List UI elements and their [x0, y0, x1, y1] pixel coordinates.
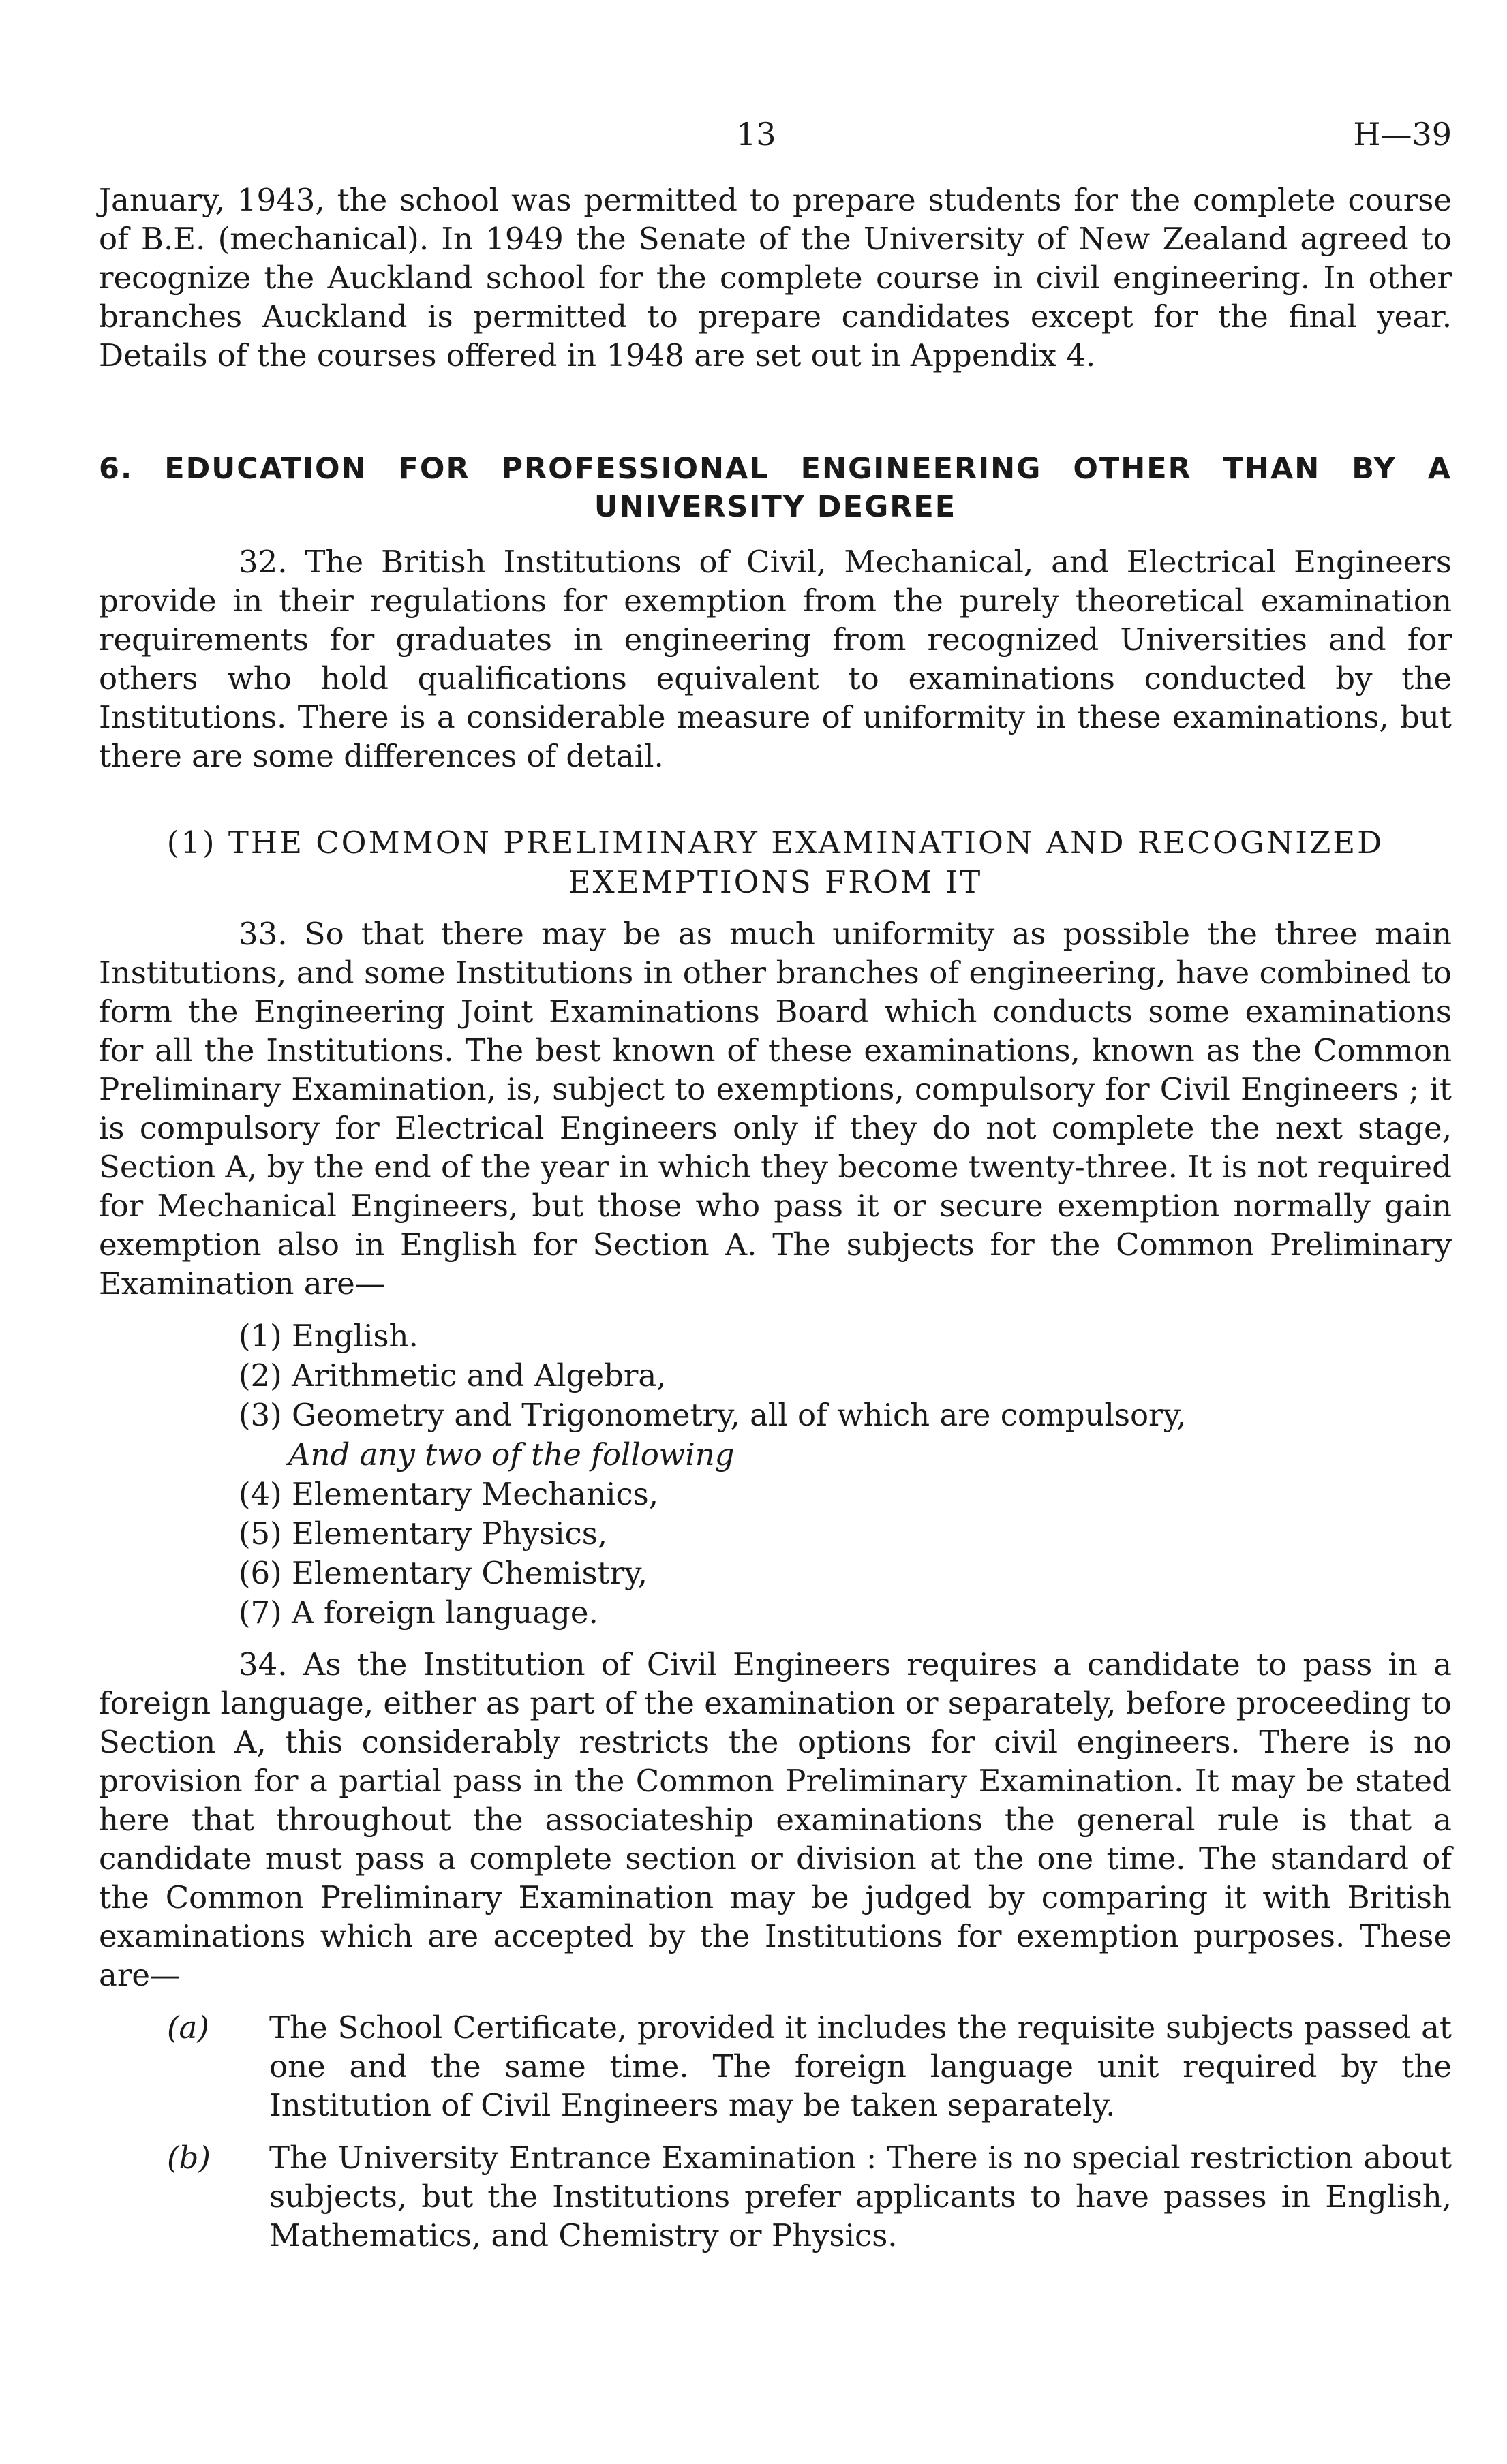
page-body — [99, 181, 1452, 2255]
list-item: (1) English. — [239, 1318, 418, 1354]
section-heading: 6. EDUCATION FOR PROFESSIONAL ENGINEERING OTHER THAN BY A UNIVERSITY DEGREE — [99, 452, 1452, 524]
subjects-list — [99, 1316, 1452, 1633]
list-item: (4) Elementary Mechanics, — [239, 1476, 659, 1512]
paragraph-32: 32. The British Institutions of Civil, Mechanical, and Electrical Engineers provide in their regulations for exemption from the purely theoretical examination requirements for graduates in engineering from recognized Universities and for others who hold qualifications equivalent to examinations conducted by the Institutions. There is a considerable measure of uniformity in these examinations, but there are some differences of detail. — [99, 544, 1452, 774]
list-item: (6) Elementary Chemistry, — [239, 1555, 648, 1591]
list-item: (5) Elementary Physics, — [239, 1515, 608, 1552]
page-header — [99, 116, 1452, 164]
paragraph-continued: January, 1943, the school was permitted to prepare students for the complete course of B.E. (mechanical). In 1949 the Senate of the University of New Zealand agreed to recognize the Auckland school for the complete course in civil engineering. In other branches Auckland is permitted to prepare candidates except for the final year. Details of the courses offered in 1948 are set out in Appendix 4. — [99, 182, 1452, 373]
list-item: (7) A foreign language. — [239, 1595, 598, 1631]
item-label: (a) — [167, 2009, 209, 2046]
subsection-heading: (1) THE COMMON PRELIMINARY EXAMINATION AND RECOGNIZED EXEMPTIONS FROM IT — [166, 825, 1384, 900]
item-text: The School Certificate, provided it includes the requisite subjects passed at one and the same time. The foreign language unit required by the Institution of Civil Engineers may be taken separately. — [269, 2009, 1452, 2123]
list-item: (2) Arithmetic and Algebra, — [239, 1357, 667, 1393]
list-item: (3) Geometry and Trigonometry, all of which are compulsory, — [239, 1397, 1187, 1433]
paragraph-34: 34. As the Institution of Civil Engineers requires a candidate to pass in a foreign language, either as part of the examination or separately, before proceeding to Section A, this considerably restricts the options for civil engineers. There is no provision for a partial pass in the Common Preliminary Examination. It may be stated here that throughout the associateship examinations the general rule is that a candidate must pass a complete section or division at the one time. The standard of the Common Preliminary Examination may be judged by comparing it with British examinations which are accepted by the Institutions for exemption purposes. These are— — [99, 1646, 1452, 1993]
list-subheading: And any two of the following — [288, 1436, 735, 1473]
exemption-item-b — [99, 2138, 1452, 2255]
page-number: 13 — [736, 116, 776, 153]
item-label: (b) — [167, 2140, 211, 2176]
exemption-item-a — [99, 2008, 1452, 2125]
item-text: The University Entrance Examination : There is no special restriction about subjects, but the Institutions prefer applicants to have passes in English, Mathematics, and Chemistry or Physics. — [269, 2140, 1452, 2253]
paragraph-33: 33. So that there may be as much uniformity as possible the three main Institutions, and some Institutions in other branches of engineering, have combined to form the Engineering Joint Examinations Board which conducts some examinations for all the Institutions. The best known of these examinations, known as the Common Preliminary Examination, is, subject to exemptions, compulsory for Civil Engineers ; it is compulsory for Electrical Engineers only if they do not complete the next stage, Section A, by the end of the year in which they become twenty-three. It is not required for Mechanical Engineers, but those who pass it or secure exemption normally gain exemption also in English for Section A. The subjects for the Common Preliminary Examination are— — [99, 916, 1452, 1302]
document-reference: H—39 — [1353, 116, 1452, 153]
